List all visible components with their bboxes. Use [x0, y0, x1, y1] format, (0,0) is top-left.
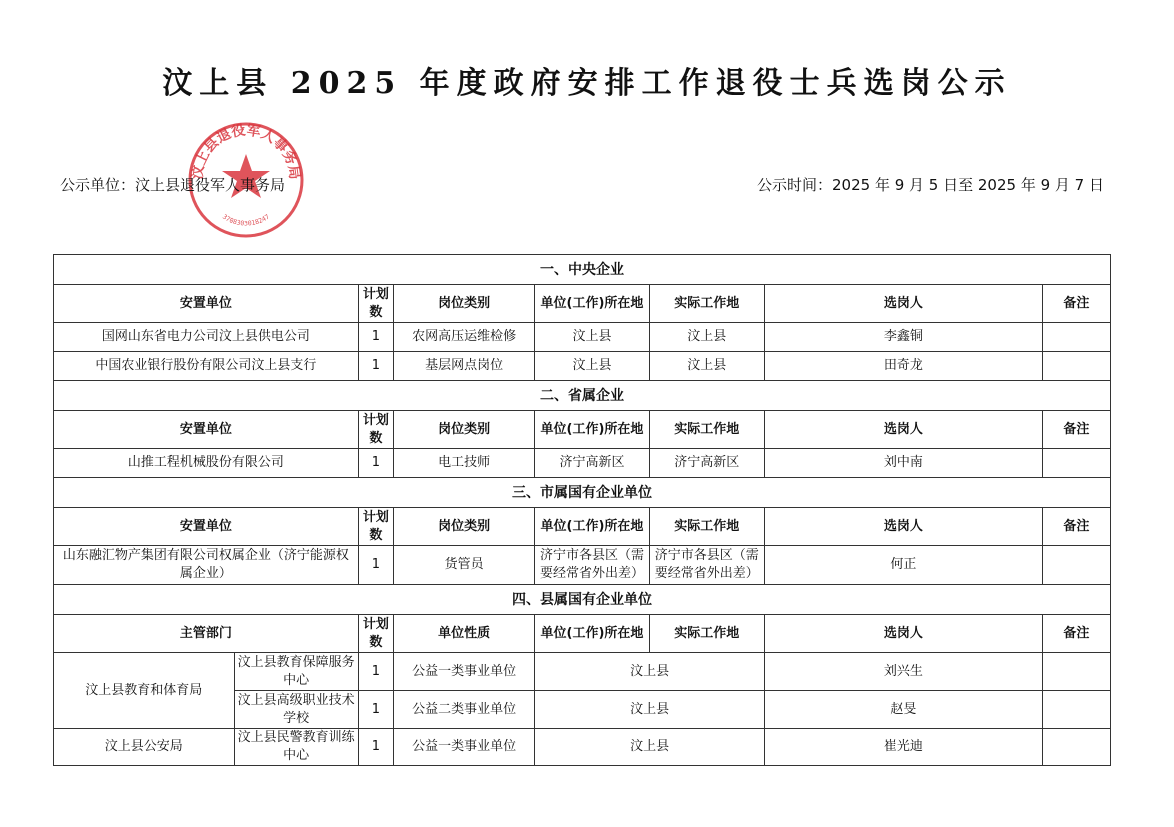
cell-count: 1: [358, 352, 393, 381]
cell-location: 汶上县: [535, 653, 765, 691]
cell-post: 基层网点岗位: [393, 352, 534, 381]
header-count: 计划数: [358, 285, 393, 323]
header-actual: 实际工作地: [649, 615, 764, 653]
header-location: 单位(工作)所在地: [535, 285, 649, 323]
header-post-type: 岗位类别: [393, 508, 534, 546]
cell-location: 汶上县: [535, 323, 649, 352]
cell-person: 李鑫铜: [764, 323, 1042, 352]
cell-actual: 济宁高新区: [649, 449, 764, 478]
table-row: [54, 323, 1111, 352]
cell-dept: 汶上县教育和体育局: [54, 653, 235, 729]
cell-actual: 汶上县: [649, 352, 764, 381]
cell-note: [1042, 449, 1110, 478]
header-location: 单位(工作)所在地: [535, 411, 649, 449]
cell-dept: 汶上县公安局: [54, 729, 235, 766]
cell-post: 货管员: [393, 546, 534, 585]
table-header-row: [54, 615, 1111, 653]
table-header-row: [54, 411, 1111, 449]
cell-actual: 汶上县: [649, 323, 764, 352]
cell-unit: 汶上县民警教育训练中心: [234, 729, 358, 766]
header-count: 计划数: [358, 411, 393, 449]
cell-post: 农网高压运维检修: [393, 323, 534, 352]
cell-person: 赵旻: [764, 691, 1042, 729]
cell-unit: 汶上县高级职业技术学校: [234, 691, 358, 729]
section-title: 三、市属国有企业单位: [54, 478, 1111, 508]
cell-note: [1042, 546, 1110, 585]
cell-location: 汶上县: [535, 729, 765, 766]
header-note: 备注: [1042, 411, 1110, 449]
cell-location: 济宁高新区: [535, 449, 649, 478]
section-header: [54, 585, 1111, 615]
table-header-row: [54, 285, 1111, 323]
cell-nature: 公益一类事业单位: [393, 729, 534, 766]
cell-person: 崔光迪: [764, 729, 1042, 766]
cell-note: [1042, 352, 1110, 381]
header-unit: 安置单位: [54, 411, 359, 449]
section-header: [54, 381, 1111, 411]
header-location: 单位(工作)所在地: [535, 615, 649, 653]
header-actual: 实际工作地: [649, 411, 764, 449]
cell-note: [1042, 653, 1110, 691]
cell-post: 电工技师: [393, 449, 534, 478]
publish-time-line: 公示时间：2025 年 9 月 5 日至 2025 年 9 月 7 日: [757, 176, 1104, 194]
selection-table: [53, 254, 1111, 766]
cell-unit: 中国农业银行股份有限公司汶上县支行: [54, 352, 359, 381]
header-note: 备注: [1042, 285, 1110, 323]
header-note: 备注: [1042, 615, 1110, 653]
cell-count: 1: [358, 691, 393, 729]
cell-person: 何正: [764, 546, 1042, 585]
table-row: [54, 653, 1111, 691]
header-unit: 安置单位: [54, 508, 359, 546]
table-row: [54, 352, 1111, 381]
header-actual: 实际工作地: [649, 285, 764, 323]
cell-note: [1042, 323, 1110, 352]
cell-unit: 山推工程机械股份有限公司: [54, 449, 359, 478]
cell-location: 汶上县: [535, 352, 649, 381]
cell-count: 1: [358, 729, 393, 766]
publisher-line: 公示单位：汶上县退役军人事务局: [60, 176, 286, 194]
table-row: [54, 546, 1111, 585]
svg-text:3708303018247: 3708303018247: [220, 212, 272, 228]
section-title: 二、省属企业: [54, 381, 1111, 411]
header-person: 选岗人: [764, 615, 1042, 653]
table-row: [54, 449, 1111, 478]
cell-person: 刘兴生: [764, 653, 1042, 691]
header-count: 计划数: [358, 508, 393, 546]
header-note: 备注: [1042, 508, 1110, 546]
cell-note: [1042, 729, 1110, 766]
page-title: 汶上县 2025 年度政府安排工作退役士兵选岗公示: [162, 66, 1012, 101]
cell-unit: 国网山东省电力公司汶上县供电公司: [54, 323, 359, 352]
table-header-row: [54, 508, 1111, 546]
cell-person: 田奇龙: [764, 352, 1042, 381]
cell-note: [1042, 691, 1110, 729]
cell-count: 1: [358, 653, 393, 691]
header-person: 选岗人: [764, 411, 1042, 449]
section-header: [54, 255, 1111, 285]
header-location: 单位(工作)所在地: [535, 508, 649, 546]
cell-nature: 公益一类事业单位: [393, 653, 534, 691]
cell-unit: 山东融汇物产集团有限公司权属企业（济宁能源权属企业）: [54, 546, 359, 585]
header-unit: 安置单位: [54, 285, 359, 323]
svg-text:汶上县退役军人事务局: 汶上县退役军人事务局: [189, 122, 303, 181]
header-post-type: 岗位类别: [393, 285, 534, 323]
section-title: 四、县属国有企业单位: [54, 585, 1111, 615]
cell-location: 汶上县: [535, 691, 765, 729]
cell-unit: 汶上县教育保障服务中心: [234, 653, 358, 691]
cell-nature: 公益二类事业单位: [393, 691, 534, 729]
section-title: 一、中央企业: [54, 255, 1111, 285]
header-dept: 主管部门: [54, 615, 359, 653]
cell-count: 1: [358, 323, 393, 352]
table-row: [54, 729, 1111, 766]
cell-location: 济宁市各县区（需要经常省外出差）: [535, 546, 649, 585]
cell-actual: 济宁市各县区（需要经常省外出差）: [649, 546, 764, 585]
header-post-type: 岗位类别: [393, 411, 534, 449]
section-header: [54, 478, 1111, 508]
header-person: 选岗人: [764, 285, 1042, 323]
cell-count: 1: [358, 449, 393, 478]
header-count: 计划数: [358, 615, 393, 653]
cell-person: 刘中南: [764, 449, 1042, 478]
header-unit-nature: 单位性质: [393, 615, 534, 653]
header-person: 选岗人: [764, 508, 1042, 546]
header-actual: 实际工作地: [649, 508, 764, 546]
cell-count: 1: [358, 546, 393, 585]
